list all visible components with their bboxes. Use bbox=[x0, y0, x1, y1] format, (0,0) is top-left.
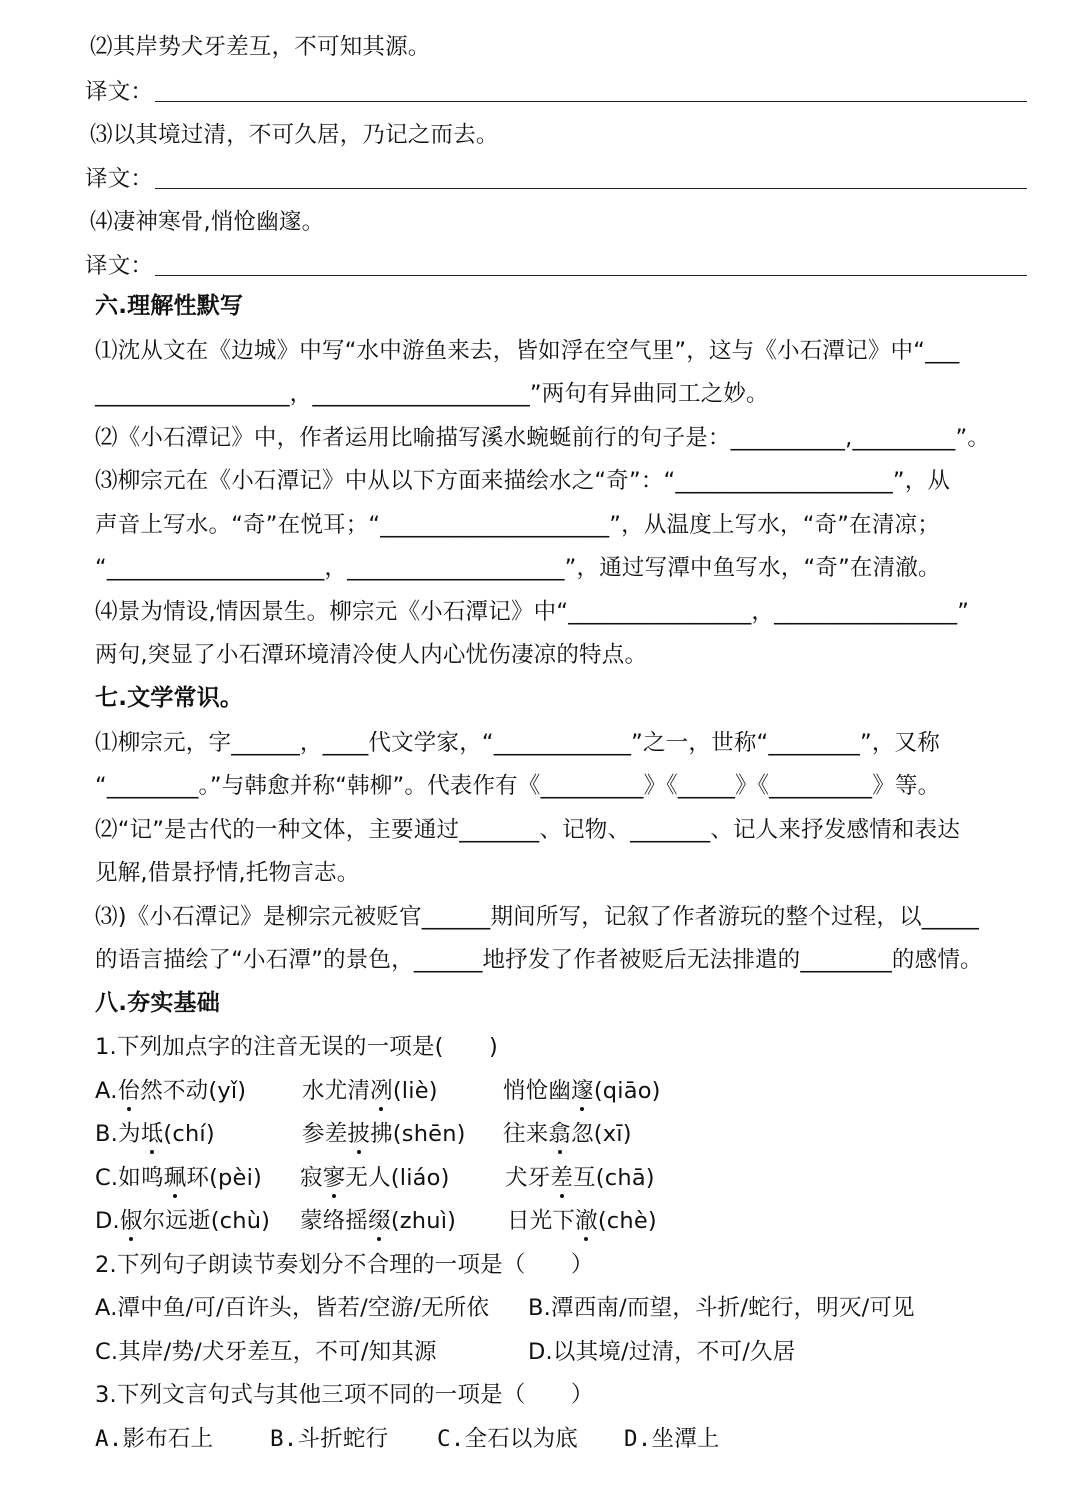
s7-q1-line1: ⑴柳宗元，字______，____代文学家，“____________”之一，世称“________”，又称 bbox=[95, 730, 940, 756]
dotted-char: 坻 bbox=[140, 1121, 164, 1147]
s8-q2-option-c[interactable]: C.其岸/势/犬牙差互，不可/知其源 bbox=[95, 1339, 437, 1365]
s8-q3-option-a[interactable]: A.影布石上 bbox=[95, 1426, 214, 1452]
translation-label: 译文： bbox=[85, 79, 154, 105]
s6-q1-line2: _________________，___________________”两句有异曲同工之妙。 bbox=[95, 381, 769, 407]
dotted-char: 披 bbox=[347, 1121, 371, 1147]
s8-q3: 3.下列文言句式与其他三项不同的一项是（ ） bbox=[95, 1382, 594, 1408]
s8-q1-option-d-item3: 日光下澈(chè) bbox=[507, 1208, 657, 1234]
s6-q3-line2: 声音上写水。“奇”在悦耳；“____________________”，从温度上写水，“奇”在清凉； bbox=[95, 512, 940, 538]
s6-q3-line1: ⑶柳宗元在《小石潭记》中从以下方面来描绘水之“奇”：“___________________”，从 bbox=[95, 468, 951, 494]
s6-q4-line2: 两句,突显了小石潭环境清冷使人内心忧伤凄凉的特点。 bbox=[95, 642, 648, 668]
option-letter: B. bbox=[95, 1121, 118, 1147]
answer-line[interactable] bbox=[155, 101, 1027, 102]
s7-q2-line1: ⑵“记”是古代的一种文体，主要通过_______、记物、_______、记人来抒发感情和表达 bbox=[95, 817, 961, 843]
translation-question-4: ⑷凄神寒骨,悄怆幽邃。 bbox=[90, 209, 325, 235]
option-letter: A. bbox=[95, 1078, 118, 1104]
s8-q1-option-b-item3: 往来翕忽(xī) bbox=[503, 1121, 632, 1147]
s8-q1-option-a-item2: 水尤清冽(liè) bbox=[302, 1078, 438, 1104]
dotted-char: 寥 bbox=[322, 1165, 346, 1191]
s8-q1-option-a[interactable] bbox=[95, 1076, 246, 1106]
s7-q3-line2: 的语言描绘了“小石潭”的景色，______地抒发了作者被贬后无法排遣的________的感情。 bbox=[95, 947, 983, 973]
translation-label: 译文： bbox=[85, 166, 154, 192]
dotted-char: 缀 bbox=[368, 1208, 391, 1234]
s8-q1-option-d-item2: 蒙络摇缀(zhuì) bbox=[300, 1208, 457, 1234]
section-7-heading: 七.文学常识。 bbox=[95, 685, 244, 711]
dotted-char: 差 bbox=[550, 1165, 574, 1191]
option-text: 然不动(yǐ) bbox=[140, 1078, 247, 1104]
translation-question-3: ⑶以其境过清，不可久居，乃记之而去。 bbox=[90, 122, 499, 148]
s7-q1-line2: “________。”与韩愈并称“韩柳”。代表作有《_________》《_____》《_________》等。 bbox=[95, 773, 941, 799]
s8-q1-option-b-item2: 参差披拂(shēn) bbox=[302, 1121, 466, 1147]
section-6-heading: 六.理解性默写 bbox=[95, 293, 244, 319]
dotted-char: 澈 bbox=[575, 1208, 598, 1234]
option-letter: D. bbox=[95, 1208, 120, 1234]
dotted-char: 佁 bbox=[117, 1078, 141, 1104]
s8-q2: 2.下列句子朗读节奏划分不合理的一项是（ ） bbox=[95, 1252, 594, 1278]
s8-q1-option-b[interactable]: B.为坻(chí) bbox=[95, 1121, 215, 1147]
s8-q3-option-c[interactable]: C.全石以为底 bbox=[437, 1426, 578, 1452]
s8-q2-option-a[interactable]: A.潭中鱼/可/百许头，皆若/空游/无所依 bbox=[95, 1295, 490, 1321]
dotted-char: 俶 bbox=[119, 1208, 143, 1234]
section-8-heading: 八.夯实基础 bbox=[95, 990, 220, 1016]
translation-question-2: ⑵其岸势犬牙差互，不可知其源。 bbox=[90, 34, 431, 60]
dotted-char: 冽 bbox=[370, 1078, 393, 1104]
s7-q3-line1: ⑶)《小石潭记》是柳宗元被贬官______期间所写，记叙了作者游玩的整个过程，以_____ bbox=[95, 904, 980, 930]
s8-q3-option-d[interactable]: D.坐潭上 bbox=[624, 1426, 720, 1452]
s8-q1-option-a-item3: 悄怆幽邃(qiāo) bbox=[503, 1078, 661, 1104]
dotted-char: 翕 bbox=[548, 1121, 572, 1147]
s8-q1-option-d[interactable]: D.俶尔远逝(chù) bbox=[95, 1208, 271, 1234]
s8-q1-option-c[interactable]: C.如鸣珮环(pèi) bbox=[95, 1165, 263, 1191]
s7-q2-line2: 见解,借景抒情,托物言志。 bbox=[95, 860, 360, 886]
s8-q2-option-b[interactable]: B.潭西南/而望，斗折/蛇行，明灭/可见 bbox=[528, 1295, 915, 1321]
dotted-char: 邃 bbox=[571, 1078, 594, 1104]
s8-q1-option-c-item2: 寂寥无人(liáo) bbox=[300, 1165, 450, 1191]
s6-q4-line1: ⑷景为情设,情因景生。柳宗元《小石潭记》中“________________，________________” bbox=[95, 599, 970, 625]
s6-q3-line3: “___________________，___________________”，通过写潭中鱼写水，“奇”在清澈。 bbox=[95, 555, 941, 581]
answer-line[interactable] bbox=[155, 275, 1027, 276]
translation-label: 译文： bbox=[85, 253, 154, 279]
answer-line[interactable] bbox=[155, 188, 1027, 189]
s8-q1: 1.下列加点字的注音无误的一项是( ) bbox=[95, 1034, 499, 1060]
s6-q2: ⑵《小石潭记》中，作者运用比喻描写溪水蜿蜒前行的句子是：__________,_________”。 bbox=[95, 425, 991, 451]
s8-q1-option-c-item3: 犬牙差互(chā) bbox=[505, 1165, 655, 1191]
option-letter: C. bbox=[95, 1165, 119, 1191]
s8-q3-option-b[interactable]: B.斗折蛇行 bbox=[270, 1426, 389, 1452]
dotted-char: 珮 bbox=[163, 1165, 187, 1191]
s8-q2-option-d[interactable]: D.以其境/过清，不可/久居 bbox=[528, 1339, 796, 1365]
s6-q1-line1: ⑴沈从文在《边城》中写“水中游鱼来去，皆如浮在空气里”，这与《小石潭记》中“___ bbox=[95, 338, 960, 364]
